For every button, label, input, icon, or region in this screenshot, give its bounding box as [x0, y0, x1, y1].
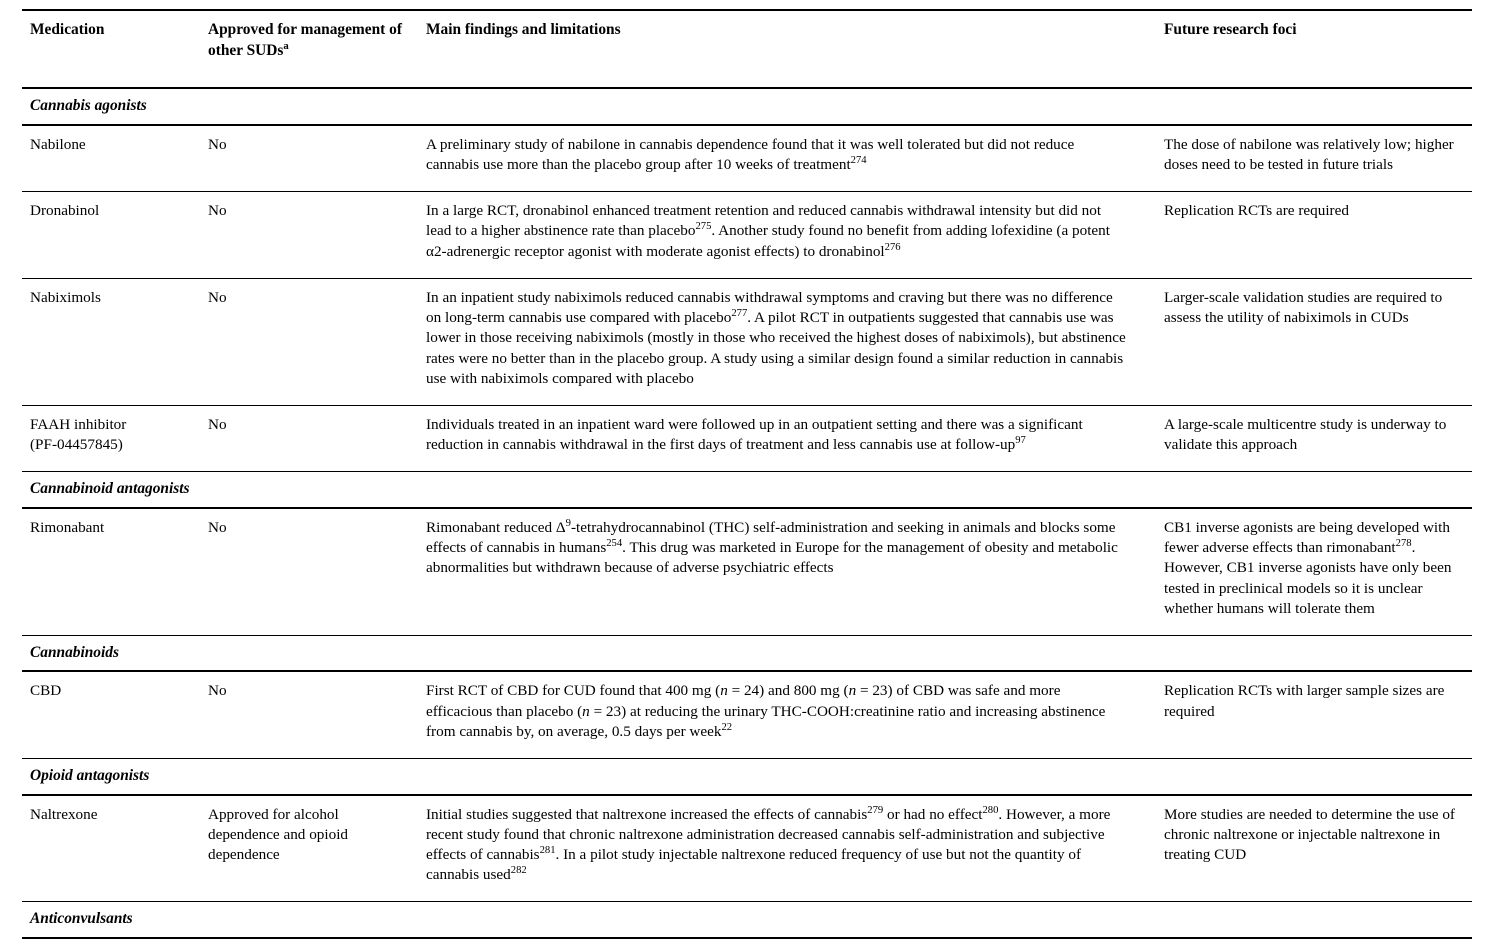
table-row	[22, 405, 1472, 471]
cell-main-findings: A preliminary study of nabilone in cannabis dependence found that it was well tolerated but did not reduce cannabis use more than the placebo group after 10 weeks of treatment$^{274}$	[418, 125, 1154, 192]
section-header-row	[22, 472, 1472, 508]
cell-future-research: Larger-scale validation studies are required to assess the utility of nabiximols in CUDs	[1154, 278, 1472, 405]
cell-medication: Dronabinol	[22, 192, 200, 279]
footnote-marker-a: a	[283, 39, 289, 52]
column-header-approved-text: Approved for management of other SUDs	[208, 21, 402, 59]
cell-approved-other-suds: No	[200, 508, 418, 636]
table-row	[22, 192, 1472, 279]
cell-medication: FAAH inhibitor (PF-04457845)	[22, 405, 200, 471]
table-row	[22, 125, 1472, 192]
section-title: Cannabinoid antagonists	[22, 472, 1472, 508]
table-row	[22, 508, 1472, 636]
table-body	[22, 88, 1472, 938]
table-row	[22, 671, 1472, 758]
section-header-row	[22, 88, 1472, 124]
cell-medication: Nabiximols	[22, 278, 200, 405]
cell-main-findings: Initial studies suggested that naltrexone increased the effects of cannabis$^{279}$ or had no effect$^{280}$. However, a more recent study found that chronic naltrexone administration decreased cannabis self-administration and subjective effects of cannabis$^{281}$. In a pilot study injectable naltrexone reduced frequency of use but not the quantity of cannabis used$^{282}$	[418, 795, 1154, 902]
section-header-row	[22, 635, 1472, 671]
table-row	[22, 795, 1472, 902]
cell-medication: Nabilone	[22, 125, 200, 192]
cell-future-research: A large-scale multicentre study is underway to validate this approach	[1154, 405, 1472, 471]
cell-approved-other-suds: No	[200, 405, 418, 471]
column-header-medication: Medication	[22, 10, 200, 88]
table-row	[22, 278, 1472, 405]
section-header-row	[22, 759, 1472, 795]
cell-main-findings: First RCT of CBD for CUD found that 400 mg (n = 24) and 800 mg (n = 23) of CBD was safe and more efficacious than placebo (n = 23) at reducing the urinary THC-COOH:creatinine ratio and increasing abstinence from cannabis by, on average, 0.5 days per week$^{22}$	[418, 671, 1154, 758]
cell-medication: CBD	[22, 671, 200, 758]
cell-approved-other-suds: Approved for alcohol dependence and opioid dependence	[200, 795, 418, 902]
cell-medication: Naltrexone	[22, 795, 200, 902]
cell-future-research: Replication RCTs with larger sample sizes are required	[1154, 671, 1472, 758]
cell-approved-other-suds: No	[200, 671, 418, 758]
cell-future-research: Replication RCTs are required	[1154, 192, 1472, 279]
cell-approved-other-suds: No	[200, 192, 418, 279]
section-title: Opioid antagonists	[22, 759, 1472, 795]
medication-comparison-table	[22, 9, 1472, 939]
cell-main-findings: In an inpatient study nabiximols reduced cannabis withdrawal symptoms and craving but there was no difference on long-term cannabis use compared with placebo$^{277}$. A pilot RCT in outpatients suggested that cannabis use was lower in those receiving nabiximols (mostly in those who received the highest doses of nabiximols), but abstinence rates were no better than in the placebo group. A study using a similar design found a similar reduction in cannabis use with nabiximols compared with placebo	[418, 278, 1154, 405]
cell-medication: Rimonabant	[22, 508, 200, 636]
column-header-future-research: Future research foci	[1154, 10, 1472, 88]
cell-main-findings: Individuals treated in an inpatient ward were followed up in an outpatient setting and there was a significant reduction in cannabis withdrawal in the first days of treatment and less cannabis use at follow-$up^{97}$	[418, 405, 1154, 471]
medication-table-container	[22, 0, 1472, 939]
column-header-approved-other-suds	[200, 10, 418, 88]
cell-future-research: More studies are needed to determine the use of chronic naltrexone or injectable naltrexone in treating CUD	[1154, 795, 1472, 902]
section-title: Cannabis agonists	[22, 88, 1472, 124]
table-header	[22, 10, 1472, 88]
section-header-row	[22, 902, 1472, 938]
section-title: Cannabinoids	[22, 635, 1472, 671]
cell-main-findings: Rimonabant reduced $\Delta^9$-tetrahydrocannabinol (THC) self-administration and seeking in animals and blocks some effects of cannabis in humans$^{254}$. This drug was marketed in Europe for the management of obesity and metabolic abnormalities but withdrawn because of adverse psychiatric effects	[418, 508, 1154, 636]
cell-main-findings: In a large RCT, dronabinol enhanced treatment retention and reduced cannabis withdrawal intensity but did not lead to a higher abstinence rate than placebo$^{275}$. Another study found no benefit from adding lofexidine (a potent α2-adrenergic receptor agonist with moderate agonist effects) to dronabinol$^{276}$	[418, 192, 1154, 279]
cell-future-research: The dose of nabilone was relatively low; higher doses need to be tested in future trials	[1154, 125, 1472, 192]
cell-approved-other-suds: No	[200, 278, 418, 405]
section-title: Anticonvulsants	[22, 902, 1472, 938]
cell-future-research: CB1 inverse agonists are being developed with fewer adverse effects than rimonabant$^{278}$. However, CB1 inverse agonists have only been tested in preclinical models so it is unclear whether humans will tolerate them	[1154, 508, 1472, 636]
cell-approved-other-suds: No	[200, 125, 418, 192]
column-header-main-findings: Main findings and limitations	[418, 10, 1154, 88]
